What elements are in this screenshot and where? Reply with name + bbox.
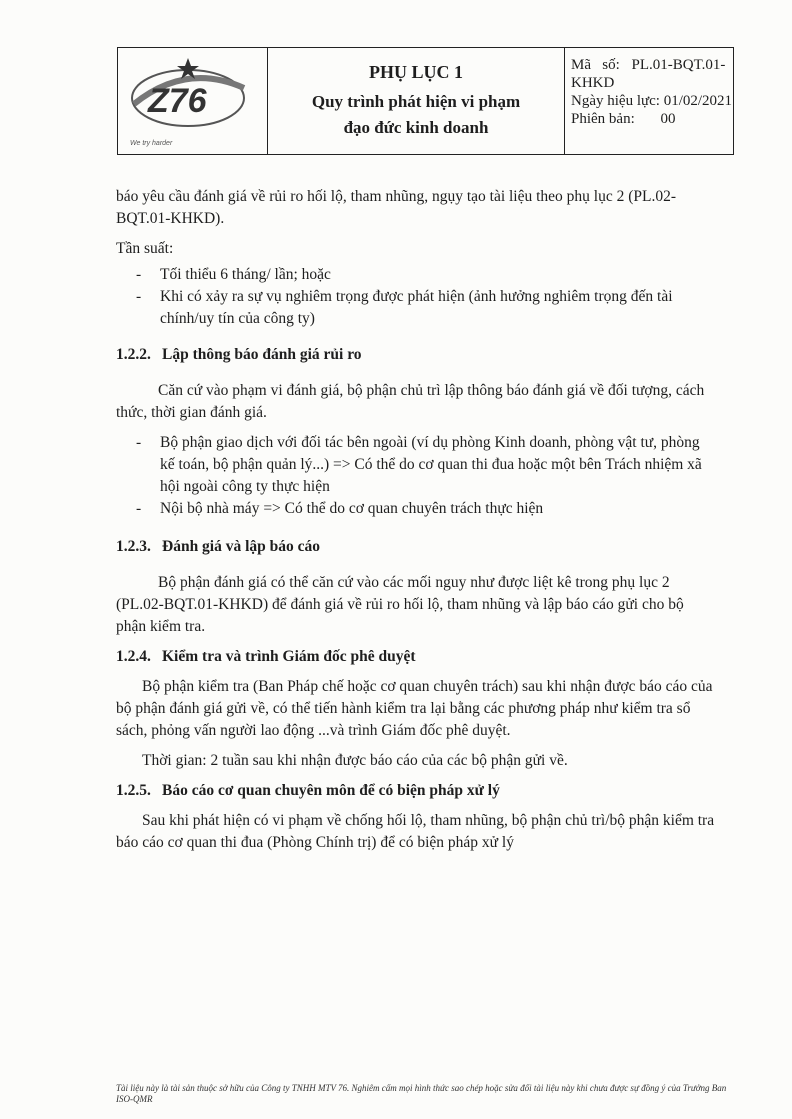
logo-slogan: We try harder (130, 140, 173, 147)
code-cont: KHKD (571, 75, 615, 91)
page-footer-note: Tài liệu này là tài sản thuộc sở hữu của Công ty TNHH MTV 76. Nghiêm cấm mọi hình thức sao chép hoặc sửa đổi tài liệu này khi chưa được sự đồng ý của Trưởng Ban ISO-QMR (116, 1083, 727, 1104)
svg-text:Z76: Z76 (148, 82, 207, 120)
list-item: - Bộ phận giao dịch với đối tác bên ngoài (ví dụ phòng Kinh doanh, phòng vật tư, phòng kế toán, bộ phận quản lý...) => Có thể do cơ quan thi đua hoặc một bên Trách nhiệm xã hội ngoài công ty thực hiện (136, 432, 716, 498)
appendix-title: PHỤ LỤC 1 (369, 61, 463, 82)
title-cell (268, 48, 565, 154)
z76-logo-icon (126, 54, 258, 138)
procedure-title: Quy trình phát hiện vi phạm đạo đức kinh doanh (311, 91, 521, 137)
frequency-label: Tần suất: (116, 240, 174, 257)
logo-cell (118, 48, 268, 154)
paragraph-reporting: Sau khi phát hiện có vi phạm về chống hối lộ, tham nhũng, bộ phận chủ trì/bộ phận kiểm tra báo cáo cơ quan thi đua (Phòng Chính trị) để có biện pháp xử lý (116, 812, 715, 851)
paragraph-report-request: báo yêu cầu đánh giá về rủi ro hối lộ, tham nhũng, ngụy tạo tài liệu theo phụ lục 2 (PL.02-BQT.01-KHKD). (116, 188, 677, 227)
section-heading-1-2-2: 1.2.2. Lập thông báo đánh giá rủi ro (116, 346, 362, 363)
code-row (571, 56, 733, 74)
assessment-scope-list (116, 432, 716, 520)
document-header (117, 47, 734, 155)
date-label: Ngày hiệu lực: (571, 93, 660, 109)
document-body (116, 186, 716, 854)
section-heading-1-2-3: 1.2.3. Đánh giá và lập báo cáo (116, 538, 321, 555)
list-item: - Nội bộ nhà máy => Có thể do cơ quan chuyên trách thực hiện (136, 498, 716, 520)
code-label: Mã số: (571, 57, 620, 73)
version-label: Phiên bản: (571, 111, 635, 127)
date-value: 01/02/2021 (663, 93, 733, 109)
version-row (571, 110, 733, 128)
paragraph-assessment-report: Bộ phận đánh giá có thể căn cứ vào các mối nguy như được liệt kê trong phụ lục 2 (PL.02-BQT.01-KHKD) để đánh giá về rủi ro hối lộ, tham nhũng và lập báo cáo gửi cho bộ phận kiểm tra. (116, 574, 684, 635)
list-item: - Khi có xảy ra sự vụ nghiêm trọng được phát hiện (ảnh hưởng nghiêm trọng đến tài chính/uy tín của công ty) (136, 286, 716, 330)
date-row (571, 92, 733, 110)
meta-cell (565, 48, 733, 154)
paragraph-assessment-notice: Căn cứ vào phạm vi đánh giá, bộ phận chủ trì lập thông báo đánh giá về đối tượng, cách thức, thời gian đánh giá. (116, 382, 705, 421)
code-value: PL.01-BQT.01- (631, 57, 726, 73)
list-item: - Tối thiểu 6 tháng/ lần; hoặc (136, 264, 716, 286)
section-heading-1-2-5: 1.2.5. Báo cáo cơ quan chuyên môn để có biện pháp xử lý (116, 782, 500, 799)
paragraph-timeline: Thời gian: 2 tuần sau khi nhận được báo cáo của các bộ phận gửi về. (142, 752, 568, 769)
version-value: 00 (660, 111, 676, 127)
section-heading-1-2-4: 1.2.4. Kiểm tra và trình Giám đốc phê duyệt (116, 648, 416, 665)
paragraph-inspection: Bộ phận kiểm tra (Ban Pháp chế hoặc cơ quan chuyên trách) sau khi nhận được báo cáo của bộ phận đánh giá gửi về, có thể tiến hành kiểm tra lại bằng các phương pháp như kiểm tra sổ sách, phỏng vấn người lao động ...và trình Giám đốc phê duyệt. (116, 678, 713, 739)
frequency-list (116, 264, 716, 330)
